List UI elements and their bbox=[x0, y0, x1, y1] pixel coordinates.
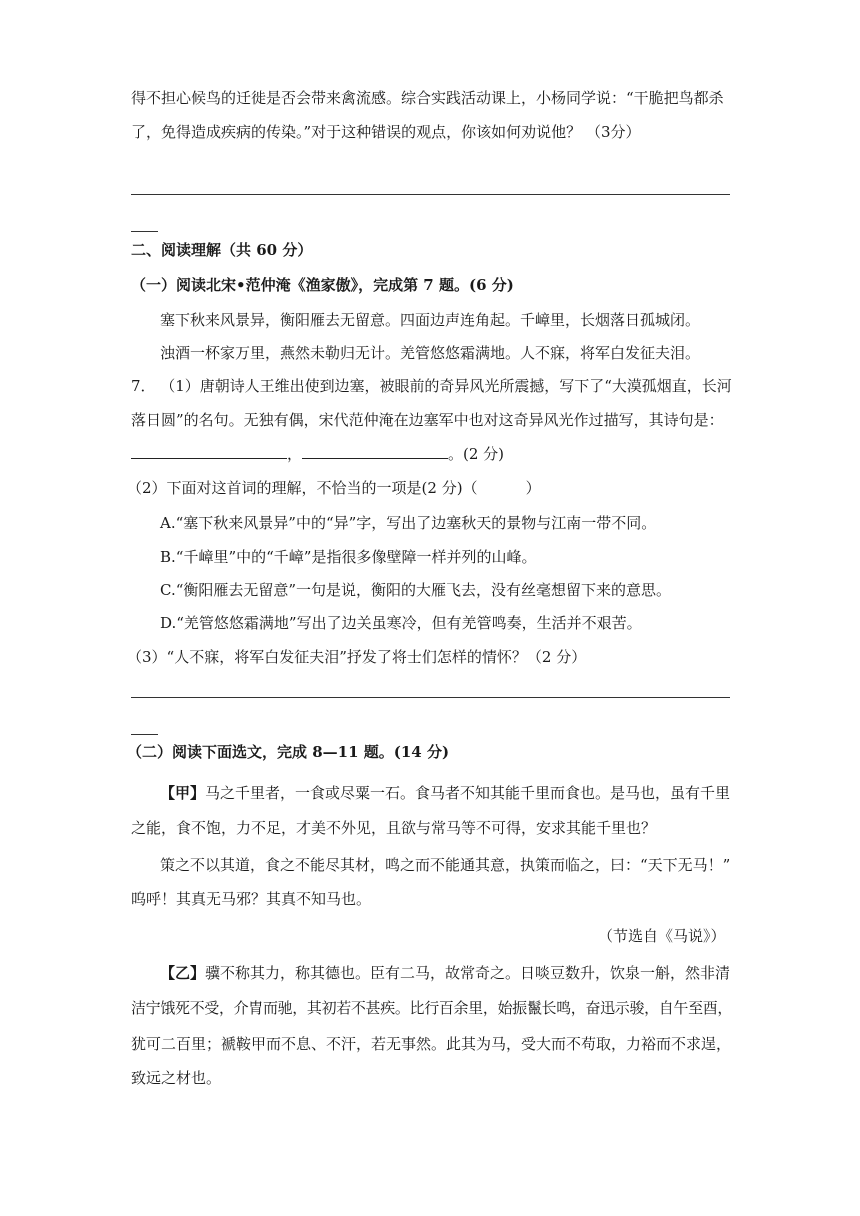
section-heading: 二、阅读理解（共 60 分） bbox=[131, 241, 313, 259]
yi-tag: 【乙】 bbox=[160, 964, 206, 982]
q6-answer-line-end bbox=[131, 231, 158, 232]
jia-paragraph-1-line-1 bbox=[160, 783, 730, 803]
option-d: D.“羌管悠悠霜满地”写出了边关虽寒冷，但有羌管鸣奏，生活并不艰苦。 bbox=[160, 614, 642, 632]
q7-3-stem: （3）“人不寐，将军白发征夫泪”抒发了将士们怎样的情怀？（2 分） bbox=[127, 648, 587, 666]
q7-blank-separator: ， bbox=[287, 445, 303, 463]
q7-fill-blanks bbox=[131, 443, 504, 464]
jia-source: （节选自《马说》） bbox=[598, 927, 726, 945]
poem-line-1: 塞下秋来风景异，衡阳雁去无留意。四面边声连角起。千嶂里，长烟落日孤城闭。 bbox=[160, 311, 701, 329]
jia-paragraph-1-line-2: 之能，食不饱，力不足，才美不外见，且欲与常马等不可得，安求其能千里也？ bbox=[131, 819, 657, 837]
jia-paragraph-1-line-1-text: 马之千里者，一食或尽粟一石。食马者不知其能千里而食也。是马也，虽有千里 bbox=[205, 784, 731, 802]
q7-blank-2[interactable] bbox=[302, 443, 448, 459]
option-a: A.“塞下秋来风景异”中的“异”字，写出了边塞秋天的景物与江南一带不同。 bbox=[160, 514, 657, 532]
yi-line-1-text: 骥不称其力，称其德也。臣有二马，故常奇之。日啖豆数升，饮泉一斛，然非清 bbox=[205, 964, 731, 982]
option-c: C.“衡阳雁去无留意”一句是说，衡阳的大雁飞去，没有丝毫想留下来的意思。 bbox=[160, 581, 672, 599]
q6-answer-line[interactable] bbox=[131, 194, 730, 195]
yi-line-1 bbox=[160, 963, 730, 983]
q7-3-answer-line-end bbox=[131, 734, 158, 735]
q7-blank-1[interactable] bbox=[131, 443, 287, 459]
q7-stem-line-1: 7． （1）唐朝诗人王维出使到边塞，被眼前的奇异风光所震撼，写下了“大漠孤烟直，长河 bbox=[131, 377, 732, 395]
jia-paragraph-2-line-2: 呜呼！其真无马邪？其真不知马也。 bbox=[131, 890, 372, 908]
q7-2-stem bbox=[127, 478, 541, 498]
q7-stem-line-2: 落日圆”的名句。无独有偶，宋代范仲淹在边塞军中也对这奇异风光作过描写，其诗句是： bbox=[131, 411, 724, 429]
jia-paragraph-2-line-1: 策之不以其道，食之不能尽其材，鸣之而不能通其意，执策而临之，曰：“天下无马！” bbox=[160, 856, 731, 874]
option-b: B.“千嶂里”中的“千嶂”是指很多像壁障一样并列的山峰。 bbox=[160, 548, 537, 566]
poem-line-2: 浊酒一杯家万里，燕然未勒归无计。羌管悠悠霜满地。人不寐，将军白发征夫泪。 bbox=[160, 344, 701, 362]
jia-tag: 【甲】 bbox=[160, 784, 206, 802]
yi-line-4: 致远之材也。 bbox=[131, 1069, 222, 1087]
q7-2-stem-text: （2）下面对这首词的理解，不恰当的一项是(2 分)（ bbox=[127, 479, 478, 497]
part1-heading: （一）阅读北宋•范仲淹《渔家傲》，完成第 7 题。(6 分) bbox=[131, 276, 514, 294]
part2-heading: （二）阅读下面选文，完成 8—11 题。(14 分) bbox=[127, 743, 450, 761]
yi-line-3: 犹可二百里；褫鞍甲而不息、不汗，若无事然。此其为马，受大而不苟取，力裕而不求逞， bbox=[131, 1035, 732, 1053]
q7-blank-score: 。(2 分) bbox=[448, 445, 505, 463]
q6-line-2: 了，免得造成疾病的传染。”对于这种错误的观点，你该如何劝说他？ （3分） bbox=[131, 123, 641, 141]
q6-line-1: 得不担心候鸟的迁徙是否会带来禽流感。综合实践活动课上，小杨同学说：“干脆把鸟都杀 bbox=[131, 89, 724, 107]
q7-2-stem-close: ） bbox=[525, 479, 541, 497]
q7-3-answer-line[interactable] bbox=[131, 697, 730, 698]
yi-line-2: 洁宁饿死不受，介胄而驰，其初若不甚疾。比行百余里，始振鬣长鸣，奋迅示骏，自午至酉， bbox=[131, 999, 733, 1017]
